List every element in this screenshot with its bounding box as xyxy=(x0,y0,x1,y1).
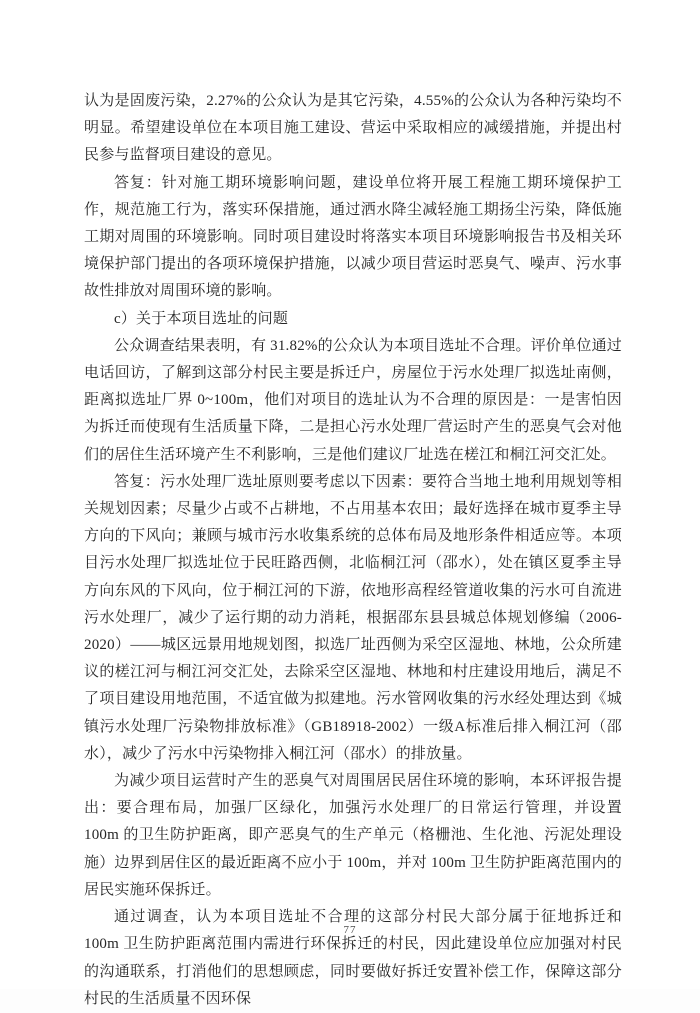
paragraph-survey-site-selection-concerns: 公众调查结果表明，有 31.82%的公众认为本项目选址不合理。评价单位通过电话回访，了解到这部分村民主要是拆迁户，房屋位于污水处理厂拟选址南侧，距离拟选址厂界 0~100m，他们对项目的选址认为不合理的原因是：一是害怕因为拆迁而使现有生活质量下降，二是担心污水处理厂营运时产生的恶臭气会对他们的居住生活环境产生不利影响，三是他们建议厂址选在槎江和桐江河交汇处。 xyxy=(84,337,622,463)
paragraph-odor-mitigation-sanitary-distance: 为减少项目运营时产生的恶臭气对周围居民居住环境的影响，本环评报告提出：要合理布局，加强厂区绿化，加强污水处理厂的日常运行管理，并设置 100m 的卫生防护距离，即产恶臭气的生产单元（格栅池、生化池、污泥处理设施）边界到居住区的最近距离不应小于 100m，并对 100m 卫生防护距离范围内的居民实施环保拆迁。 xyxy=(84,773,622,898)
paragraph-relocation-communication: 通过调查，认为本项目选址不合理的这部分村民大部分属于征地拆迁和 100m 卫生防护距离范围内需进行环保拆迁的村民，因此建设单位应加强对村民的沟通联系，打消他们的思想顾虑，同时要做好拆迁安置补偿工作，保障这部分村民的生活质量不因环保 xyxy=(84,909,622,1007)
page-body-text xyxy=(84,88,622,1013)
paragraph-pollution-opinion-continuation: 认为是固废污染，2.27%的公众认为是其它污染，4.55%的公众认为各种污染均不明显。希望建设单位在本项目施工建设、营运中采取相应的减缓措施，并提出村民参与监督项目建设的意见。 xyxy=(84,93,622,164)
section-heading-site-selection: c）关于本项目选址的问题 xyxy=(114,310,289,327)
page-number: 77 xyxy=(343,924,357,936)
paragraph-reply-construction-period: 答复：针对施工期环境影响问题，建设单位将开展工程施工期环境保护工作，规范施工行为，落实环保措施，通过洒水降尘减轻施工期扬尘污染，降低施工期对周围的环境影响。同时项目建设时将落实本项目环境影响报告书及相关环境保护部门提出的各项环境保护措施，以减少项目营运时恶臭气、噪声、污水事故性排放对周围环境的影响。 xyxy=(84,174,622,300)
paragraph-reply-site-selection-principles: 答复：污水处理厂选址原则要考虑以下因素：要符合当地土地利用规划等相关规划因素；尽量少占或不占耕地，不占用基本农田；最好选择在城市夏季主导方向的下风向；兼顾与城市污水收集系统的总体布局及地形条件相适应等。本项目污水处理厂拟选址位于民旺路西侧，北临桐江河（邵水），处在镇区夏季主导方向东风的下风向，位于桐江河的下游，依地形高程经管道收集的污水可自流进污水处理厂，减少了运行期的动力消耗，根据邵东县县城总体规划修编（2006-2020）——城区远景用地规划图，拟选厂址西侧为采空区湿地、林地，公众所建议的槎江河与桐江河交汇处，去除采空区湿地、林地和村庄建设用地后，满足不了项目建设用地范围，不适宜做为拟建地。污水管网收集的污水经处理达到《城镇污水处理厂污染物排放标准》（GB18918-2002）一级A标准后排入桐江河（邵水），减少了污水中污染物排入桐江河（邵水）的排放量。 xyxy=(84,473,622,762)
